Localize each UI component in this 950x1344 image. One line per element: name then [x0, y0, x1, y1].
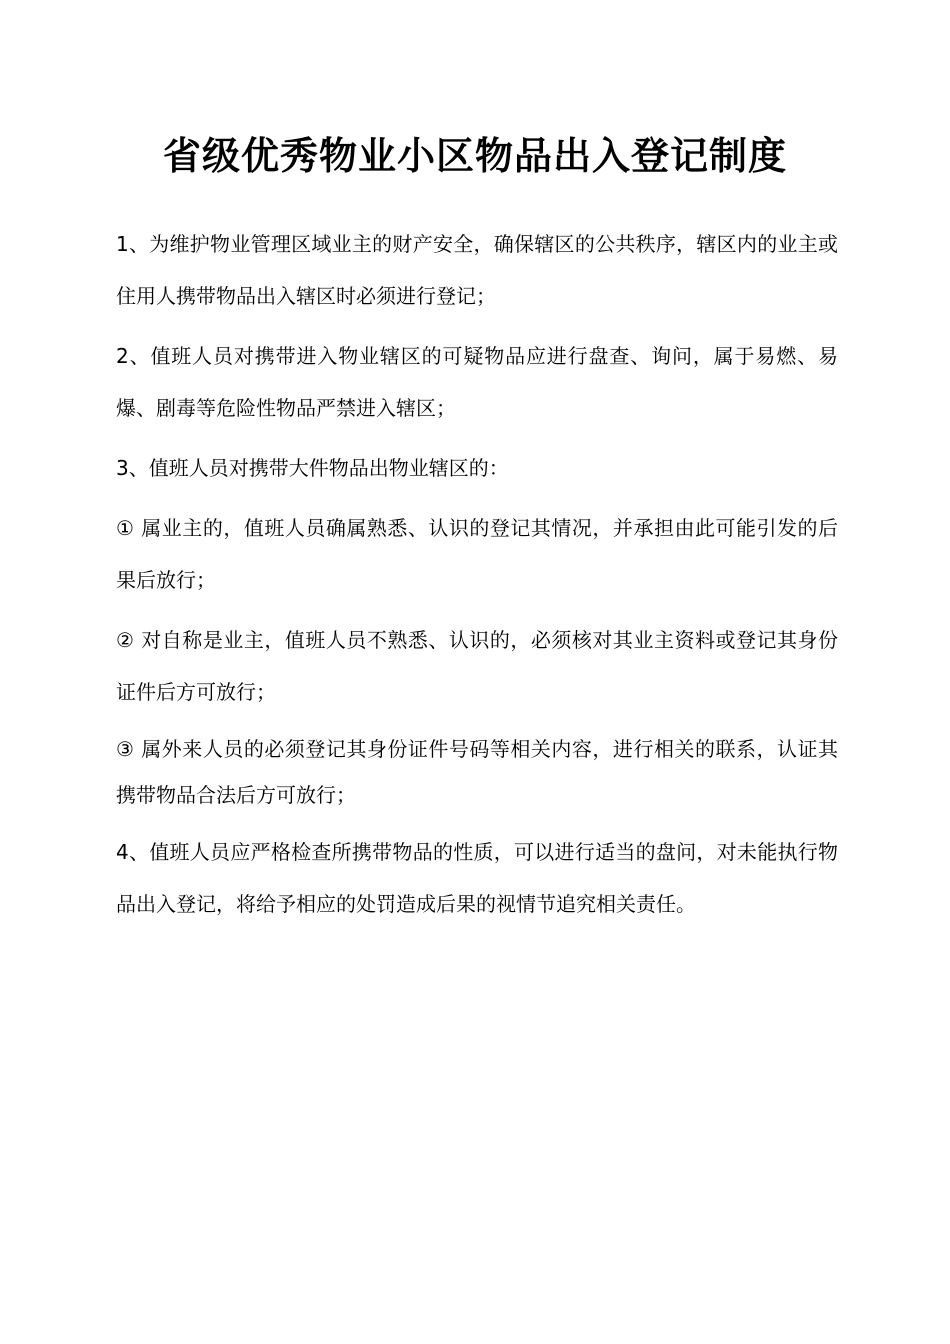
page-title: 省级优秀物业小区物品出入登记制度 — [162, 134, 787, 178]
rule-paragraph-3: 3、值班人员对携带大件物品出物业辖区的： — [116, 456, 509, 480]
rule-subitem-1: ① 属业主的，值班人员确属熟悉、认识的登记其情况，并承担由此可能引发的后果后放行； — [116, 516, 838, 592]
rule-paragraph-4: 4、值班人员应严格检查所携带物品的性质，可以进行适当的盘问，对未能执行物品出入登记，将给予相应的处罚造成后果的视情节追究相关责任。 — [116, 840, 838, 916]
rule-paragraph-2: 2、值班人员对携带进入物业辖区的可疑物品应进行盘查、询问，属于易燃、易爆、剧毒等危险性物品严禁进入辖区； — [116, 344, 838, 420]
document-body — [116, 218, 838, 938]
rule-subitem-3: ③ 属外来人员的必须登记其身份证件号码等相关内容，进行相关的联系，认证其携带物品合法后方可放行； — [116, 737, 838, 807]
rule-paragraph-1: 1、为维护物业管理区域业主的财产安全，确保辖区的公共秩序，辖区内的业主或住用人携带物品出入辖区时必须进行登记； — [116, 232, 838, 308]
rule-subitem-2: ② 对自称是业主，值班人员不熟悉、认识的，必须核对其业主资料或登记其身份证件后方可放行； — [116, 628, 838, 704]
